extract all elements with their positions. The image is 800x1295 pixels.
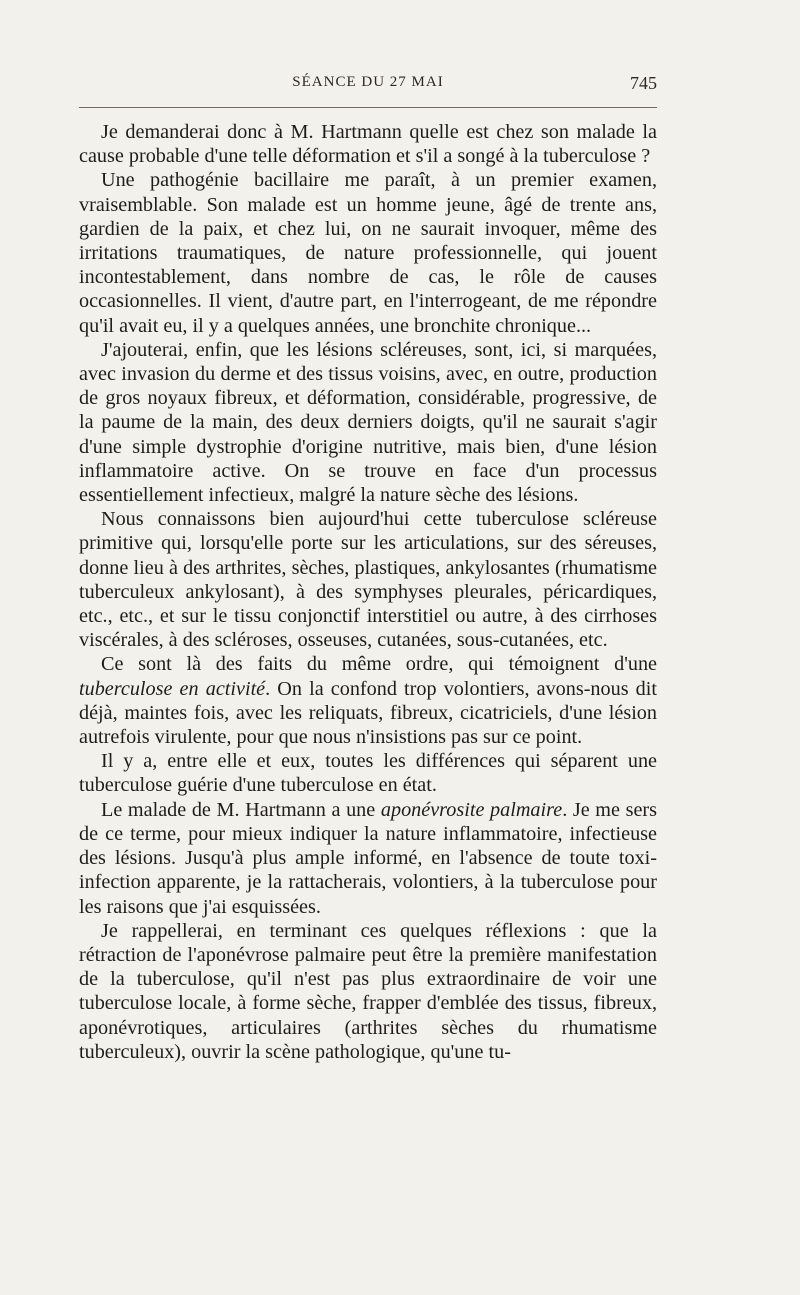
paragraph-6: Il y a, entre elle et eux, toutes les différences qui séparent une tuberculose guérie d'une tuberculose en état.: [79, 750, 657, 797]
paragraph-1: Je demanderai donc à M. Hartmann quelle est chez son malade la cause probable d'une telle déformation et s'il a songé à la tuberculose ?: [79, 121, 657, 168]
header-rule: [79, 107, 657, 108]
paragraph-7: [79, 798, 657, 919]
paragraph-7-emphasis: aponévrosite palmaire: [380, 798, 563, 821]
paragraph-5-emphasis: tuberculose en activité: [79, 677, 266, 700]
paragraph-2: Une pathogénie bacillaire me paraît, à un premier examen, vraisemblable. Son malade est un homme jeune, âgé de trente ans, gardien de la paix, et chez lui, on ne saurait invoquer, même des irritations traumatiques, de nature professionnelle, qui jouent incontestablement, dans nombre de cas, le rôle de causes occasionnelles. Il vient, d'autre part, en l'interrogeant, de me répondre qu'il avait eu, il y a quelques années, une bronchite chronique...: [79, 169, 657, 337]
body-text: [79, 120, 657, 1064]
running-title: SÉANCE DU 27 MAI: [292, 74, 444, 90]
paragraph-7-text-b: . Je me sers de ce terme, pour mieux indiquer la nature inflammatoire, infectieuse des lésions. Jusqu'à plus ample informé, en l'absence de toute toxi-infection apparente, je la rattacherais, volontiers, à la tuberculose pour les raisons que j'ai esquissées.: [79, 798, 657, 918]
paragraph-5: [79, 652, 657, 749]
paragraph-7-text-a: Le malade de M. Hartmann a une: [101, 798, 381, 821]
page-header: [79, 74, 657, 102]
paragraph-3: J'ajouterai, enfin, que les lésions scléreuses, sont, ici, si marquées, avec invasion du derme et des tissus voisins, avec, en outre, production de gros noyaux fibreux, et déformation, considérable, progressive, de la paume de la main, des deux derniers doigts, qu'il ne saurait s'agir d'une simple dystrophie d'origine nutritive, mais bien, d'une lésion inflammatoire active. On se trouve en face d'un processus essentiellement infectieux, malgré la nature sèche des lésions.: [79, 338, 657, 507]
paragraph-4: Nous connaissons bien aujourd'hui cette tuberculose scléreuse primitive qui, lorsqu'elle porte sur les articulations, sur des séreuses, donne lieu à des arthrites, sèches, plastiques, ankylosantes (rhumatisme tuberculeux ankylosant), à des symphyses pleurales, péricardiques, etc., etc., et sur le tissu conjonctif interstitiel ou autre, à des cirrhoses viscérales, à des scléroses, osseuses, cutanées, sous-cutanées, etc.: [79, 508, 657, 652]
paragraph-5-text-a: Ce sont là des faits du même ordre, qui témoignent d'une: [101, 653, 657, 676]
paragraph-8: Je rappellerai, en terminant ces quelques réflexions : que la rétraction de l'aponévrose palmaire peut être la première manifestation de la tuberculose, qu'il n'est pas plus extraordinaire de voir une tuberculose locale, à forme sèche, frapper d'emblée des tissus, fibreux, aponévrotiques, articulaires (arthrites sèches du rhumatisme tuberculeux), ouvrir la scène pathologique, qu'une tu-: [79, 919, 657, 1063]
page-number: 745: [630, 73, 657, 93]
paragraph-5-text-b: . On la confond trop volontiers, avons-nous dit déjà, maintes fois, avec les reliquats, fibreux, cicatriciels, d'une lésion autrefois virulente, pour que nous n'insistions pas sur ce point.: [79, 677, 657, 749]
